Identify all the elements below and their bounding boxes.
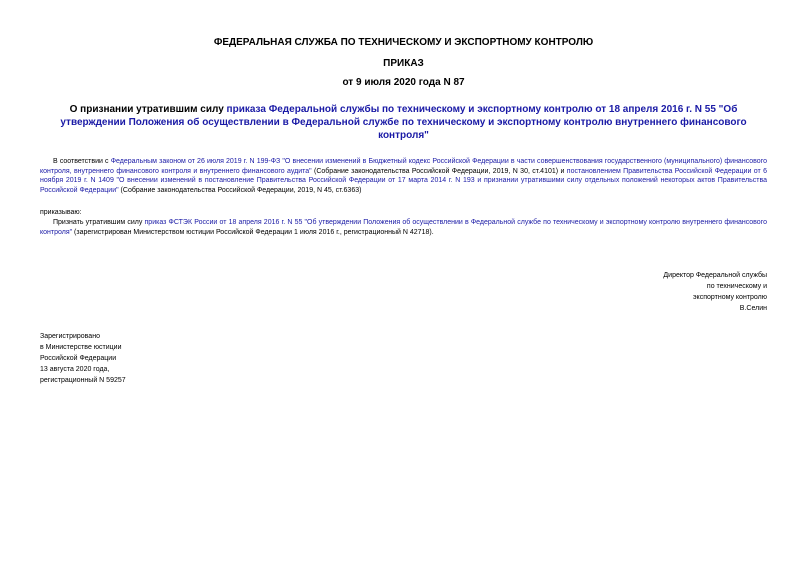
document-type-heading: ПРИКАЗ [383,58,424,69]
registration-line-1: Зарегистрировано [40,333,100,340]
title-link[interactable]: приказа Федеральной службы по техническому и экспортному контролю от 18 апреля 2016 г. N 55 "Об утверждении Положения об осуществлении в Федеральной службе по техническому и экспортному контролю внутреннего финансового контроля" [60,104,747,141]
signature-block [607,270,767,314]
paragraph-order [40,218,767,237]
document-date-number: от 9 июля 2020 года N 87 [342,77,465,88]
title-prefix: О признании утратившим силу [69,104,227,115]
order-verb: приказываю: [40,209,82,216]
order-text-2: (зарегистрирован Министерством юстиции Российской Федерации 1 июля 2016 г., регистрационный N 42718). [72,228,434,236]
registration-line-2: в Министерстве юстиции [40,344,122,351]
preamble-text-1: В соответствии с [53,158,111,165]
preamble-text-2: (Собрание законодательства Российской Федерации, 2019, N 30, ст.4101) и [311,167,567,175]
registration-line-3: Российской Федерации [40,355,117,362]
government-resolution-link[interactable]: постановлением Правительства Российской Федерации от 6 ноября 2019 г. N 1409 "О внесении изменений в постановление Правительства Российской Федерации от 17 марта 2014 г. N 193 и признании утратившими силу отдельных положений некоторых актов Правительства Российской Федерации" [40,167,767,194]
repealed-order-link[interactable]: приказ ФСТЭК России от 18 апреля 2016 г. N 55 "Об утверждении Положения об осуществлении в Федеральной службе по техническому и экспортному контролю внутреннего финансового контроля" [40,219,767,236]
signature-line-2: по техническому и [706,283,767,290]
signature-line-3: экспортному контролю [692,294,767,301]
registration-date: 13 августа 2020 года, [40,366,110,373]
paragraph-preamble [40,157,767,195]
agency-heading: ФЕДЕРАЛЬНАЯ СЛУЖБА ПО ТЕХНИЧЕСКОМУ И ЭКСПОРТНОМУ КОНТРОЛЮ [213,37,594,48]
order-text-1: Признать утратившим силу [53,219,145,226]
signature-name: В.Селин [739,305,767,312]
signature-line-1: Директор Федеральной службы [663,272,767,279]
registration-block [40,331,240,386]
preamble-text-3: (Собрание законодательства Российской Федерации, 2019, N 45, ст.6363) [118,186,362,194]
registration-number: регистрационный N 59257 [40,377,126,384]
federal-law-link[interactable]: Федеральным законом от 26 июля 2019 г. N 199-ФЗ "О внесении изменений в Бюджетный кодекс Российской Федерации в части совершенствования государственного (муниципального) финансового контроля, внутреннего финансового контроля и внутреннего финансового аудита" [40,158,767,175]
document-title [40,103,767,142]
